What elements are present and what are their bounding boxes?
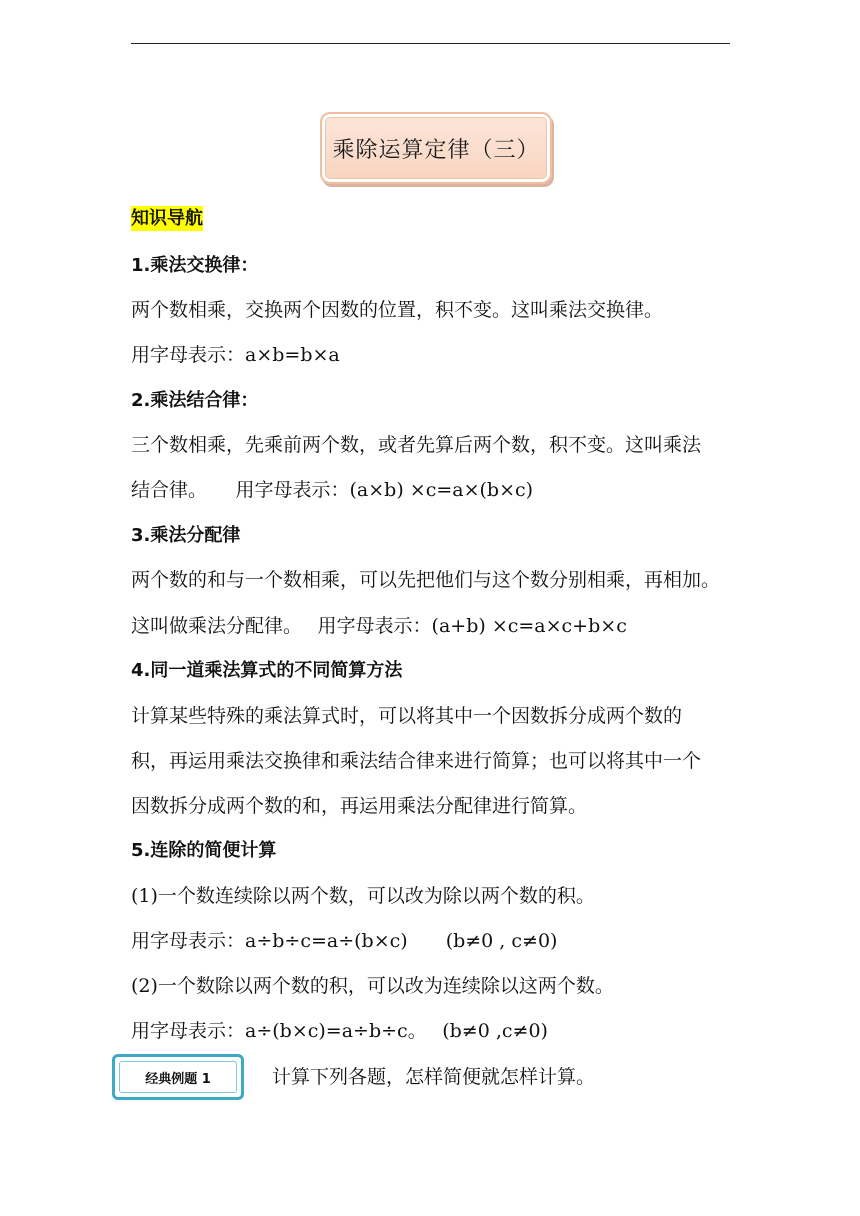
formula-line: 用字母表示：a×b=b×a bbox=[131, 344, 340, 366]
formula-line: 用字母表示：a÷(b×c)=a÷b÷c。 (b≠0 ,c≠0) bbox=[131, 1020, 548, 1042]
text-line: 三个数相乘，先乘前两个数，或者先算后两个数，积不变。这叫乘法 bbox=[131, 434, 702, 456]
heading-distributive: 3.乘法分配律 bbox=[131, 525, 241, 546]
formula-line: 用字母表示：a÷b÷c=a÷(b×c) (b≠0 , c≠0) bbox=[131, 930, 558, 952]
text-line: 两个数相乘，交换两个因数的位置，积不变。这叫乘法交换律。 bbox=[131, 299, 664, 321]
example-badge bbox=[112, 1054, 244, 1100]
text-line: 计算某些特殊的乘法算式时，可以将其中一个因数拆分成两个数的 bbox=[131, 705, 683, 727]
heading-commutative: 1.乘法交换律： bbox=[131, 255, 259, 276]
header-rule bbox=[131, 43, 730, 44]
section-label-text: 知识导航 bbox=[131, 208, 203, 229]
section-label bbox=[131, 206, 203, 232]
heading-methods: 4.同一道乘法算式的不同简算方法 bbox=[131, 660, 403, 681]
formula-line: 这叫做乘法分配律。 用字母表示：(a+b) ×c=a×c+b×c bbox=[131, 615, 627, 637]
formula-line: 结合律。 用字母表示：(a×b) ×c=a×(b×c) bbox=[131, 479, 534, 501]
text-line: 因数拆分成两个数的和，再运用乘法分配律进行简算。 bbox=[131, 795, 588, 817]
text-line: (1)一个数连续除以两个数，可以改为除以两个数的积。 bbox=[131, 885, 595, 907]
page-title: 乘除运算定律（三） bbox=[332, 137, 540, 163]
heading-associative: 2.乘法结合律： bbox=[131, 390, 259, 411]
text-line: 积，再运用乘法交换律和乘法结合律来进行简算；也可以将其中一个 bbox=[131, 750, 702, 772]
title-banner bbox=[320, 112, 552, 184]
example-instruction: 计算下列各题，怎样简便就怎样计算。 bbox=[272, 1066, 596, 1088]
text-line: (2)一个数除以两个数的积，可以改为连续除以这两个数。 bbox=[131, 975, 614, 997]
text-line: 两个数的和与一个数相乘，可以先把他们与这个数分别相乘，再相加。 bbox=[131, 569, 721, 591]
heading-division: 5.连除的简便计算 bbox=[131, 840, 277, 861]
example-label: 经典例题 1 bbox=[119, 1061, 237, 1093]
